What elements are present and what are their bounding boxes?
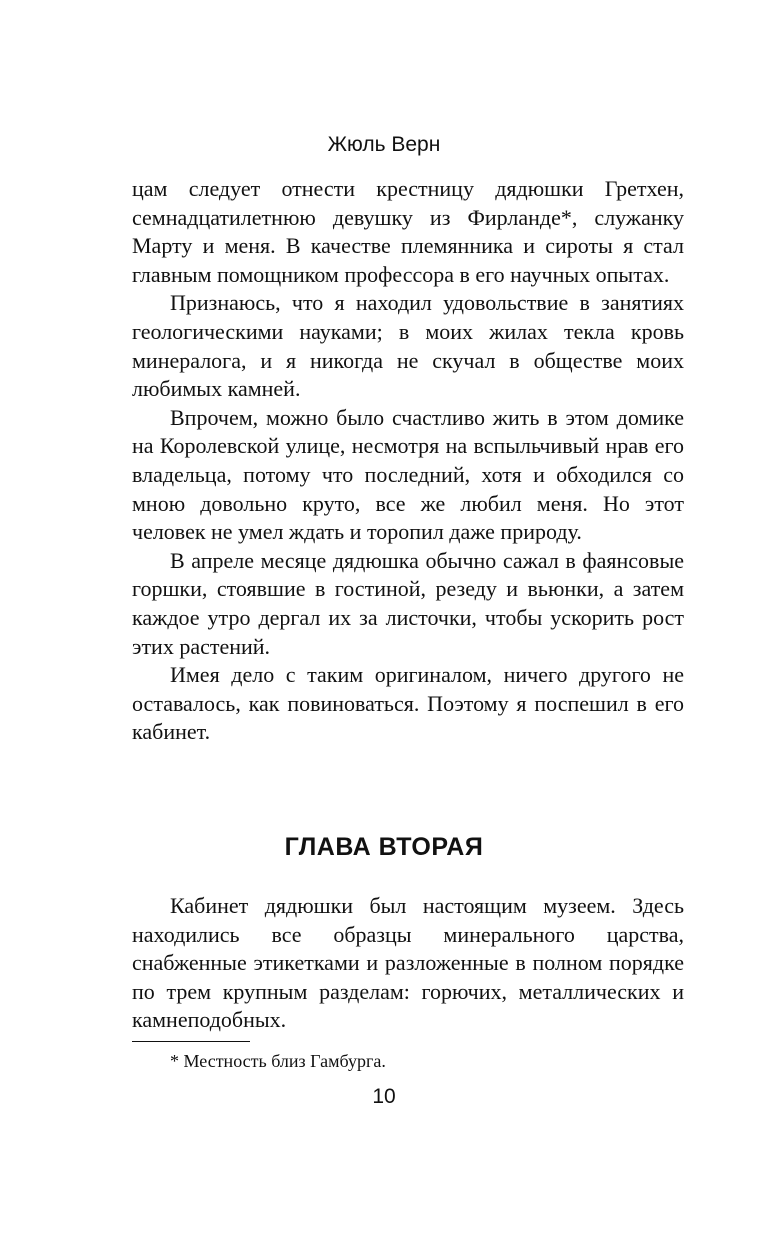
paragraph: Признаюсь, что я находил удовольствие в занятиях геологическими науками; в моих жилах текла кровь минералога, и я никогда не скучал в обществе моих любимых камней. <box>132 290 684 402</box>
footnote-divider <box>132 1041 250 1042</box>
page-number: 10 <box>372 1085 396 1108</box>
running-head: Жюль Верн <box>327 133 441 156</box>
paragraph: Имея дело с таким оригиналом, ничего другого не оставалось, как повиноваться. Поэтому я поспешил в его кабинет. <box>132 662 684 745</box>
paragraph-continuation: цам следует отнести крестницу дядюшки Гретхен, семнадцатилетнюю девушку из Фирланде*, служанку Марту и меня. В качестве племянника и сироты я стал главным помощником профессора в его научных опытах. <box>132 176 684 287</box>
paragraph: Кабинет дядюшки был настоящим музеем. Здесь находились все образцы минерального царства, снабженные этикетками и разложенные в полном порядке по трем крупным разделам: горючих, металлических и камнеподобных. <box>132 893 684 1033</box>
chapter-text <box>132 892 684 1035</box>
footnote: * Местность близ Гамбурга. <box>170 1051 386 1071</box>
chapter-title: ГЛАВА ВТОРАЯ <box>284 833 484 861</box>
paragraph: Впрочем, можно было счастливо жить в этом домике на Королевской улице, несмотря на вспыльчивый нрав его владельца, потому что последний, хотя и обходился со мною довольно круто, все же любил меня. Но этот человек не умел ждать и торопил даже природу. <box>132 404 684 545</box>
paragraph: В апреле месяце дядюшка обычно сажал в фаянсовые горшки, стоявшие в гостиной, резеду и вьюнки, а затем каждое утро дергал их за листочки, чтобы ускорить рост этих растений. <box>132 547 684 659</box>
body-text <box>132 175 684 747</box>
